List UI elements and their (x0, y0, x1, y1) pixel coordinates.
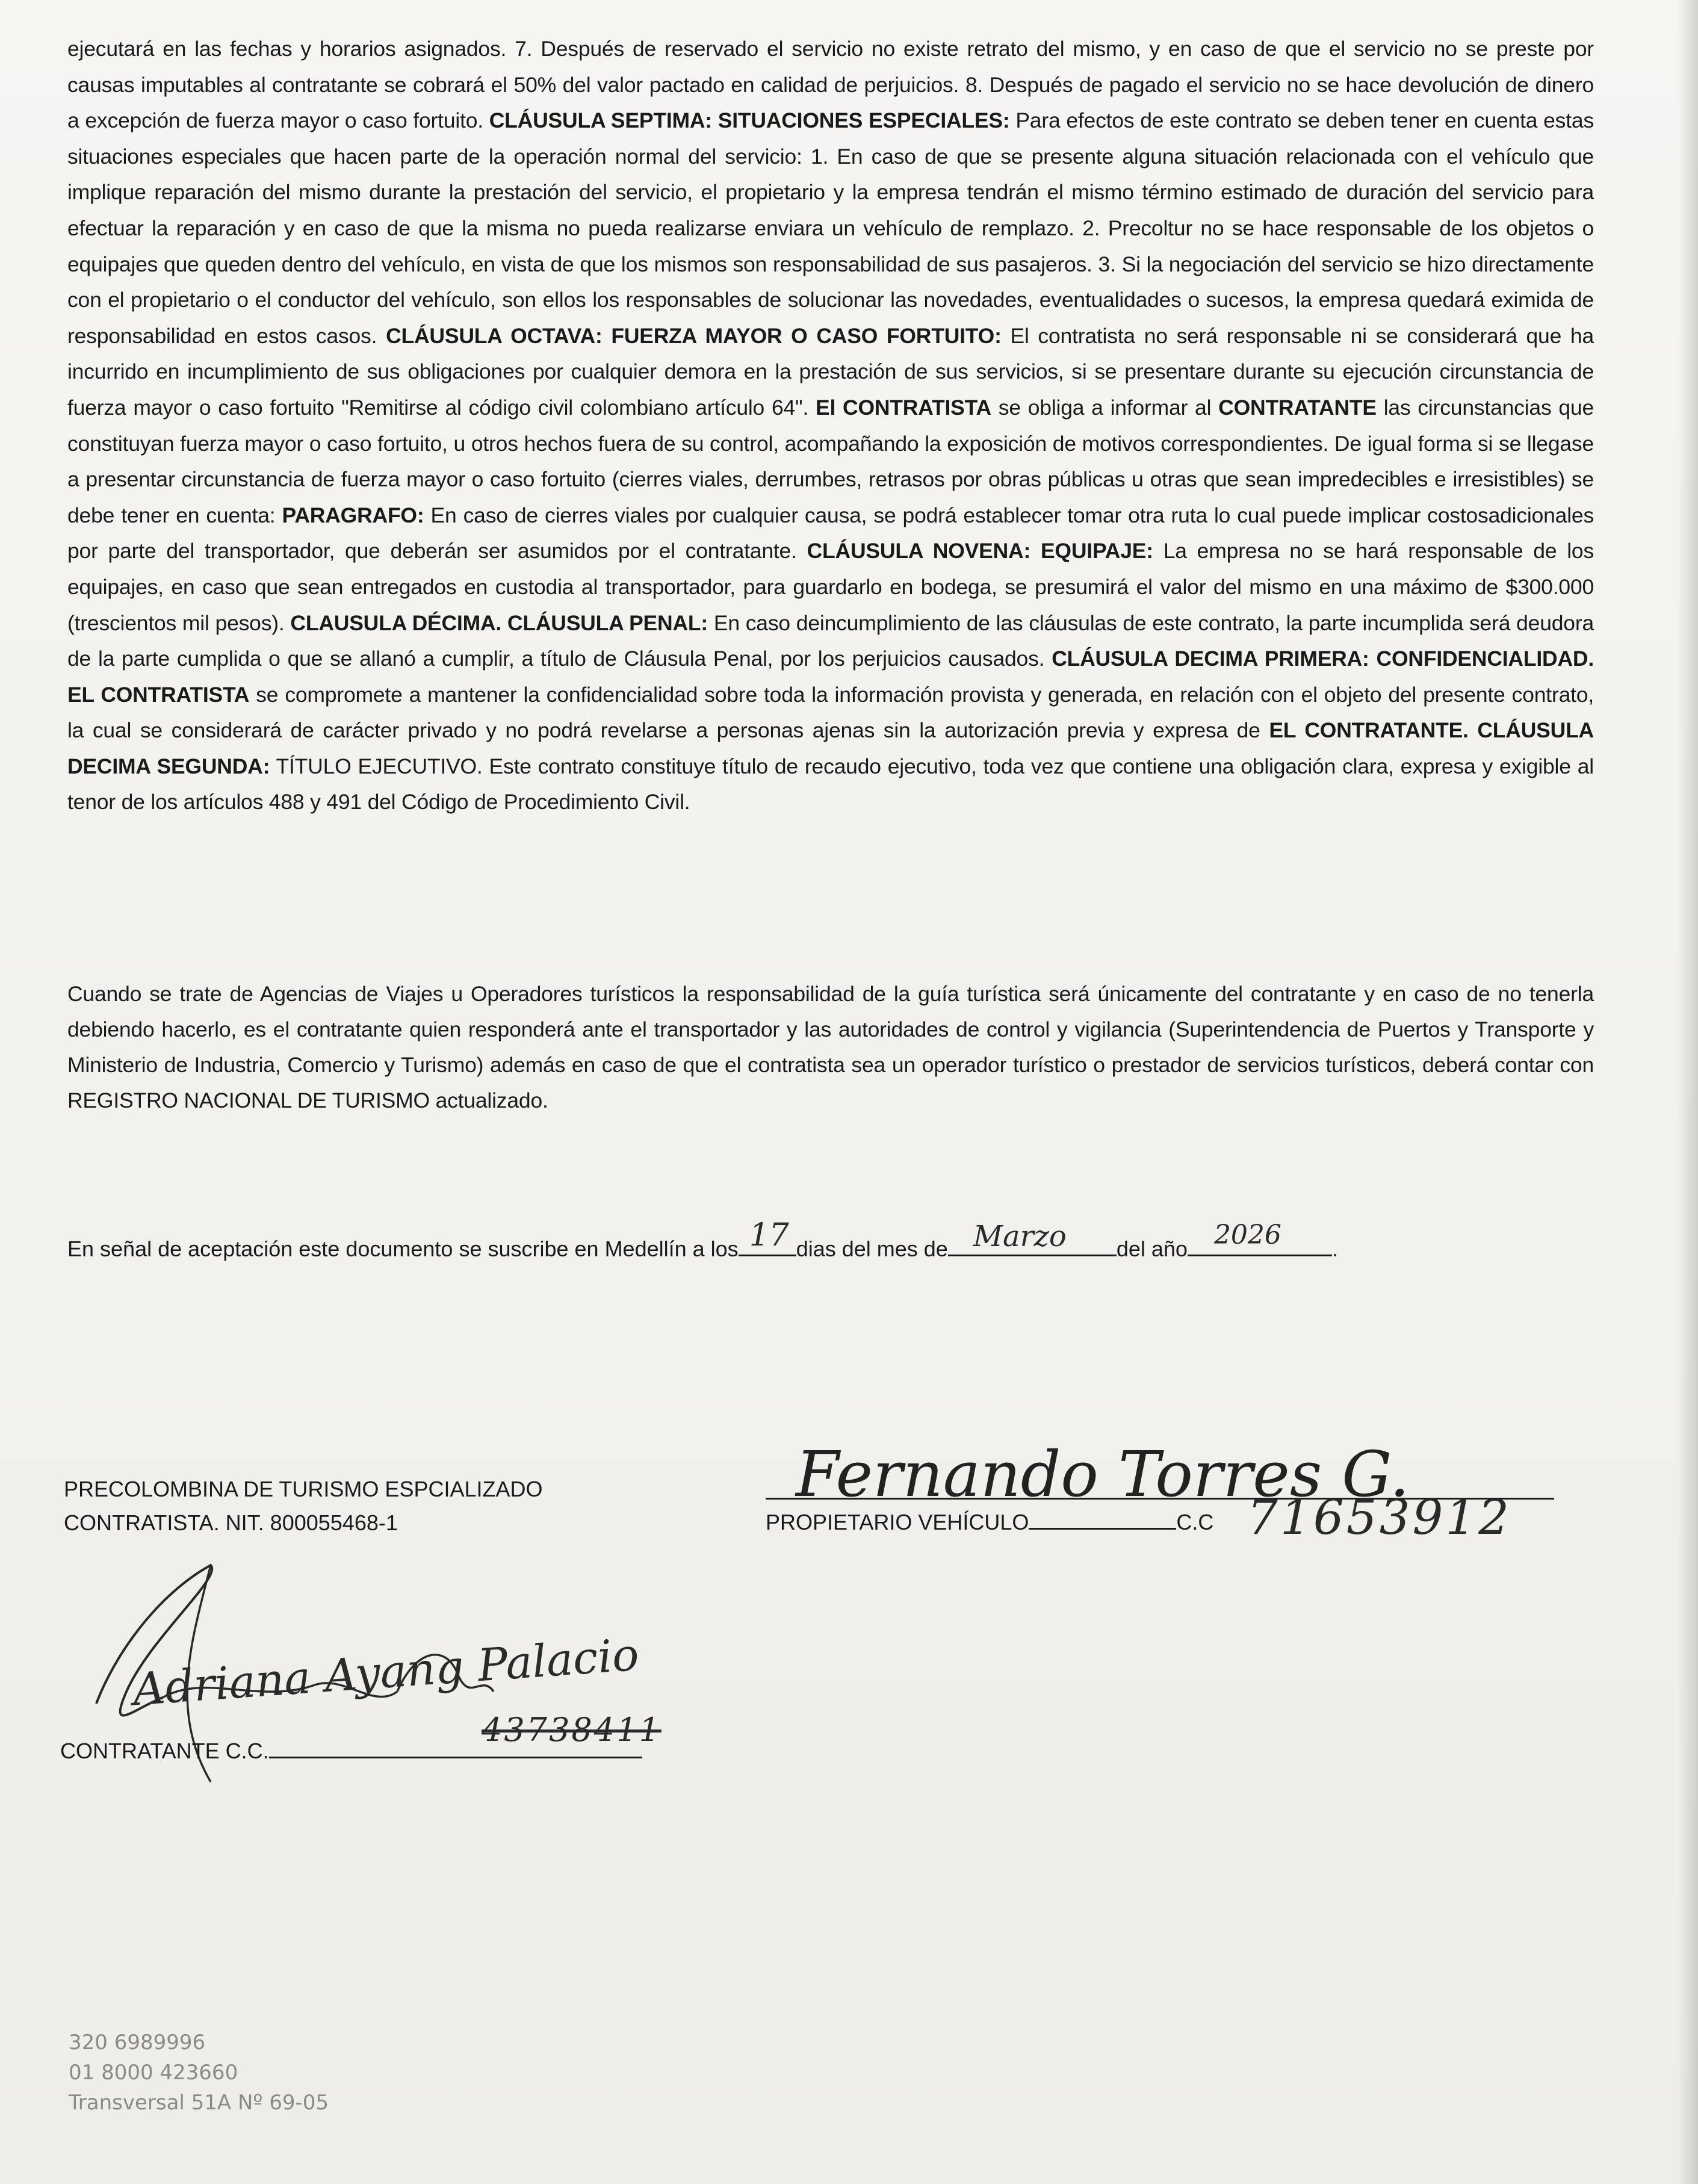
clause-text: TÍTULO EJECUTIVO. Este contrato constituye título de recaudo ejecutivo, toda vez que contiene una obligación clara, expresa y exigible al tenor de los artículos 488 y 491 del Código de Procedimiento Civil. (67, 754, 1594, 814)
clause-text: se compromete a mantener la confidencialidad sobre toda la información provista y generada, en relación con el objeto del presente contrato, la cual se considerará de carácter privado y no podrá revelarse a personas ajenas sin la autorización previa y expresa de (67, 682, 1594, 743)
clause-heading: EL CONTRATANTE. CLÁUSULA DECIMA SEGUNDA: (67, 718, 1594, 778)
year-handwritten: 2026 (1213, 1220, 1281, 1250)
clause-text: El contratista no será responsable ni se considerará que ha incurrido en incumplimiento de sus obligaciones por cualquier demora en la prestación de sus servicios, si se presentare durante su ejecución circunstancia de fuerza mayor o caso fortuito "Remitirse al código civil colombiano artículo 64". (67, 323, 1594, 420)
agencies-paragraph: Cuando se trate de Agencias de Viajes u Operadores turísticos la responsabilidad de la guía turística será únicamente del contratante y en caso de no tenerla debiendo hacerlo, es el contratante quien responderá ante el transportador y las autoridades de control y vigilancia (Superintendencia de Puertos y Transporte y Ministerio de Industria, Comercio y Turismo) además en caso de que el contratista sea un operador turístico o prestador de servicios turísticos, deberá contar con REGISTRO NACIONAL DE TURISMO actualizado. (67, 982, 1594, 1112)
client-signature: Adriana Ayang Palacio (131, 1628, 641, 1716)
clause-heading: CONTRATANTE (1218, 395, 1377, 420)
contract-clauses (67, 31, 1594, 821)
day-handwritten: 17 (749, 1217, 789, 1253)
clause-text: las circunstancias que constituyan fuerza mayor o caso fortuito, u otros hechos fuera de su control, acompañando la exposición de motivos correspondientes. De igual forma si se llegase a presentar circunstancia de fuerza mayor o caso fortuito (cierres viales, derrumbes, retrasos por obras públicas u otras que sean impredecibles e irresistibles) se debe tener en cuenta: (67, 395, 1594, 527)
acceptance-end: . (1331, 1236, 1338, 1261)
clause-heading: CLÁUSULA DECIMA PRIMERA: CONFIDENCIALIDAD. EL CONTRATISTA (67, 647, 1594, 707)
footer-contact (69, 2027, 329, 2118)
clause-text: En caso deincumplimiento de las cláusulas de este contrato, la parte incumplida será deudora de la parte cumplida o que se allanó a cumplir, a título de Cláusula Penal, por los perjuicios causados. (67, 610, 1594, 671)
clause-text: se obliga a informar al (991, 395, 1219, 420)
clause-heading: PARAGRAFO: (282, 503, 424, 527)
owner-cc-handwritten: 71653912 (1247, 1489, 1512, 1545)
clause-heading: CLÁUSULA NOVENA: EQUIPAJE: (807, 539, 1153, 563)
clause-text: La empresa no se hará responsable de los equipajes, en caso que sean entregados en custodia al transportador, para guardarlo en bodega, se presumirá el valor del mismo en una máximo de $300.000 (trescientos mil pesos). (67, 539, 1594, 635)
client-cc-handwritten: 43738411 (482, 1711, 662, 1749)
clause-text: Para efectos de este contrato se deben tener en cuenta estas situaciones especiales que hacen parte de la operación normal del servicio: 1. En caso de que se presente alguna situación relacionada con el vehículo que implique reparación del mismo durante la prestación del servicio, el propietario y la empresa tendrán el mismo término estimado de duración del servicio para efectuar la reparación y en caso de que la misma no pueda realizarse enviara un vehículo de remplazo. 2. Precoltur no se hace responsable de los objetos o equipajes que queden dentro del vehículo, en vista de que los mismos son responsabilidad de sus pasajeros. 3. Si la negociación del servicio se hizo directamente con el propietario o el conductor del vehículo, son ellos los responsables de solucionar las novedades, eventualidades o sucesos, la empresa quedará eximida de responsabilidad en estos casos. (67, 108, 1594, 348)
owner-blank (1029, 1509, 1176, 1530)
days-label: dias del mes de (796, 1236, 948, 1261)
year-blank (1188, 1220, 1332, 1256)
clause-text: En caso de cierres viales por cualquier causa, se podrá establecer tomar otra ruta lo cual puede implicar costosadicionales por parte del transportador, que deberán ser asumidos por el contratante. (67, 503, 1594, 563)
owner-signature: Fernando Torres G. (796, 1438, 1410, 1511)
year-label: del año (1116, 1236, 1188, 1261)
footer-toll-free: 01 8000 423660 (69, 2061, 238, 2085)
footer-address: Transversal 51A Nº 69-05 (69, 2091, 329, 2115)
client-signature-block (60, 1553, 722, 1806)
clause-heading: CLAUSULA DÉCIMA. CLÁUSULA PENAL: (290, 610, 708, 635)
footer-phone: 320 6989996 (69, 2030, 206, 2055)
contractor-block (64, 1472, 543, 1540)
owner-label-row (766, 1509, 1213, 1535)
page-edge-shadow (1678, 0, 1698, 2184)
month-blank (948, 1220, 1117, 1256)
owner-cc-label: C.C (1176, 1510, 1214, 1534)
owner-signature-block (766, 1438, 1536, 1546)
clause-heading: El CONTRATISTA (816, 395, 991, 420)
client-label: CONTRATANTE C.C. (60, 1739, 269, 1763)
clause-heading: CLÁUSULA SEPTIMA: SITUACIONES ESPECIALES: (489, 108, 1010, 133)
clause-heading: CLÁUSULA OCTAVA: FUERZA MAYOR O CASO FORTUITO: (386, 323, 1002, 348)
acceptance-prefix: En señal de aceptación este documento se suscribe en Medellín a los (67, 1236, 739, 1261)
month-handwritten: Marzo (973, 1220, 1067, 1253)
contractor-nit: CONTRATISTA. NIT. 800055468-1 (64, 1510, 398, 1535)
owner-label: PROPIETARIO VEHÍCULO (766, 1510, 1029, 1534)
day-blank (739, 1217, 796, 1256)
acceptance-line (67, 1217, 1632, 1262)
clause-text: ejecutará en las fechas y horarios asignados. 7. Después de reservado el servicio no existe retrato del mismo, y en caso de que el servicio no se preste por causas imputables al contratante se cobrará el 50% del valor pactado en calidad de perjuicios. 8. Después de pagado el servicio no se hace devolución de dinero a excepción de fuerza mayor o caso fortuito. (67, 37, 1594, 133)
contractor-company: PRECOLOMBINA DE TURISMO ESPCIALIZADO (64, 1477, 543, 1501)
